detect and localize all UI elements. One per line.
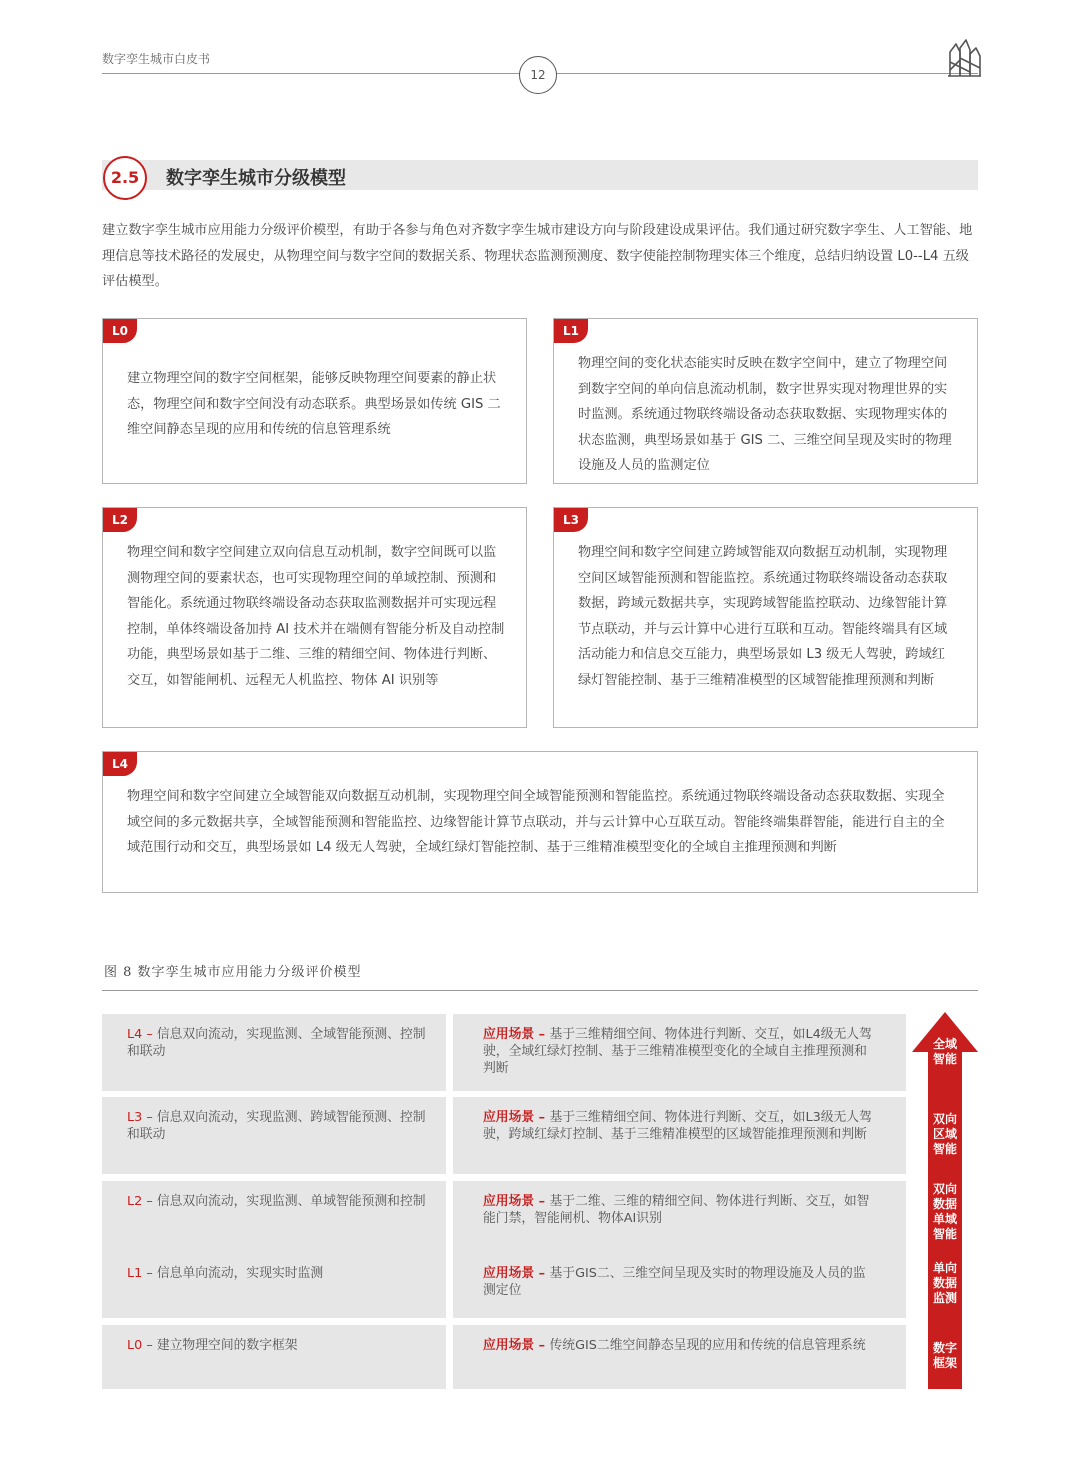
scene-dash: – [534,1338,550,1353]
level-code: L3 [127,1110,143,1125]
level-description: 物理空间和数字空间建立全域智能双向数据互动机制，实现物理空间全域智能预测和智能监控。系统通过物联终端设备动态获取数据、实现全域空间的多元数据共享，全域智能预测和智能监控、边缘智能计算节点联动，并与云计算中心互联互动。智能终端集群智能，能进行自主的全域范围行动和交互，典型场景如 L4 级无人驾驶，全域红绿灯智能控制、基于三维精准模型变化的全域自主推理预测和判断 [127,789,945,855]
level-tag: L2 [103,508,137,532]
level-box-l2 [102,507,527,728]
figure-scene-cell-l0 [453,1325,906,1389]
figure-rule [102,990,978,991]
arrow-label-l2: 双向 数据 单域 智能 [932,1182,957,1241]
figure-scene-cell-l2 [453,1181,906,1258]
level-summary: 信息双向流动，实现监测、全域智能预测、控制和联动 [127,1027,426,1059]
figure-level-cell-l1 [102,1253,446,1318]
figure-scene-cell-l4 [453,1014,906,1091]
level-code: L4 [127,1027,143,1042]
scene-text: 基于GIS二、三维空间呈现及实时的物理设施及人员的监测定位 [483,1266,866,1298]
level-tag: L0 [103,319,137,343]
level-dash: – [142,1266,157,1281]
scene-dash: – [534,1110,550,1125]
section-title: 数字孪生城市分级模型 [166,168,346,189]
page-number: 12 [519,56,557,94]
figure-scene-cell-l3 [453,1097,906,1174]
city-logo-icon [946,38,982,78]
scene-label: 应用场景 [483,1266,535,1281]
scene-dash: – [534,1194,550,1209]
figure-level-cell-l0 [102,1325,446,1389]
level-code: L2 [127,1194,143,1209]
scene-text: 传统GIS二维空间静态呈现的应用和传统的信息管理系统 [549,1338,866,1353]
figure-level-cell-l2 [102,1181,446,1258]
level-box-l0 [102,318,527,484]
arrow-label-l0: 数字 框架 [932,1341,957,1370]
level-dash: – [142,1027,157,1042]
level-dash: – [142,1110,157,1125]
figure-scene-cell-l1 [453,1253,906,1318]
figure-level-cell-l4 [102,1014,446,1091]
level-description: 物理空间和数字空间建立双向信息互动机制，数字空间既可以监测物理空间的要素状态，也可实现物理空间的单域控制、预测和智能化。系统通过物联终端设备动态获取监测数据并可实现远程控制，单体终端设备加持 AI 技术并在端侧有智能分析及自动控制功能，典型场景如基于二维、三维的精细空间、物体进行判断、交互，如智能闸机、远程无人机监控、物体 AI 识别等 [127,545,505,688]
scene-dash: – [534,1027,550,1042]
level-description: 物理空间和数字空间建立跨域智能双向数据互动机制，实现物理空间区域智能预测和智能监控。系统通过物联终端设备动态获取数据，跨域元数据共享，实现跨域智能监控联动、边缘智能计算节点联动，并与云计算中心进行互联和互动。智能终端具有区域活动能力和信息交互能力，典型场景如 L3 级无人驾驶，跨域红绿灯智能控制、基于三维精准模型的区域智能推理预测和判断 [578,545,948,688]
scene-text: 基于三维精细空间、物体进行判断、交互，如L4级无人驾驶，全域红绿灯控制、基于三维精准模型变化的全域自主推理预测和判断 [483,1027,872,1076]
figure-caption: 图 8 数字孪生城市应用能力分级评价模型 [104,965,362,980]
scene-text: 基于三维精细空间、物体进行判断、交互，如L3级无人驾驶，跨域红绿灯控制、基于三维精准模型的区域智能推理预测和判断 [483,1110,872,1142]
level-code: L1 [127,1266,143,1281]
scene-label: 应用场景 [483,1338,535,1353]
level-box-l4 [102,751,978,893]
level-dash: – [142,1194,157,1209]
section-number: 2.5 [103,156,147,200]
level-box-l1 [553,318,978,484]
scene-label: 应用场景 [483,1027,535,1042]
scene-text: 基于二维、三维的精细空间、物体进行判断、交互，如智能门禁，智能闸机、物体AI识别 [483,1194,870,1226]
level-summary: 信息双向流动，实现监测、单域智能预测和控制 [156,1194,426,1209]
arrow-label-l4: 全域 智能 [932,1037,957,1066]
scene-label: 应用场景 [483,1194,535,1209]
intro-paragraph: 建立数字孪生城市应用能力分级评价模型，有助于各参与角色对齐数字孪生城市建设方向与阶段建设成果评估。我们通过研究数字孪生、人工智能、地理信息等技术路径的发展史，从物理空间与数字空间的数据关系、物理状态监测预测度、数字使能控制物理实体三个维度，总结归纳设置 L0--L4 五级评估模型。 [102,223,973,289]
level-tag: L1 [554,319,588,343]
arrow-label-l1: 单向 数据 监测 [932,1261,957,1305]
level-box-l3 [553,507,978,728]
level-summary: 信息双向流动，实现监测、跨域智能预测、控制和联动 [127,1110,426,1142]
level-dash: – [142,1338,157,1353]
scene-dash: – [534,1266,550,1281]
figure-level-cell-l3 [102,1097,446,1174]
level-summary: 建立物理空间的数字框架 [156,1338,298,1353]
level-summary: 信息单向流动，实现实时监测 [156,1266,324,1281]
level-tag: L4 [103,752,137,776]
document-title: 数字孪生城市白皮书 [102,52,211,66]
scene-label: 应用场景 [483,1110,535,1125]
arrow-label-l3: 双向 区域 智能 [932,1112,957,1156]
level-code: L0 [127,1338,143,1353]
level-description: 物理空间的变化状态能实时反映在数字空间中，建立了物理空间到数字空间的单向信息流动机制，数字世界实现对物理世界的实时监测。系统通过物联终端设备动态获取数据、实现物理实体的状态监测，典型场景如基于 GIS 二、三维空间呈现及实时的物理设施及人员的监测定位 [578,356,952,473]
level-description: 建立物理空间的数字空间框架，能够反映物理空间要素的静止状态，物理空间和数字空间没有动态联系。典型场景如传统 GIS 二维空间静态呈现的应用和传统的信息管理系统 [127,371,501,437]
level-tag: L3 [554,508,588,532]
